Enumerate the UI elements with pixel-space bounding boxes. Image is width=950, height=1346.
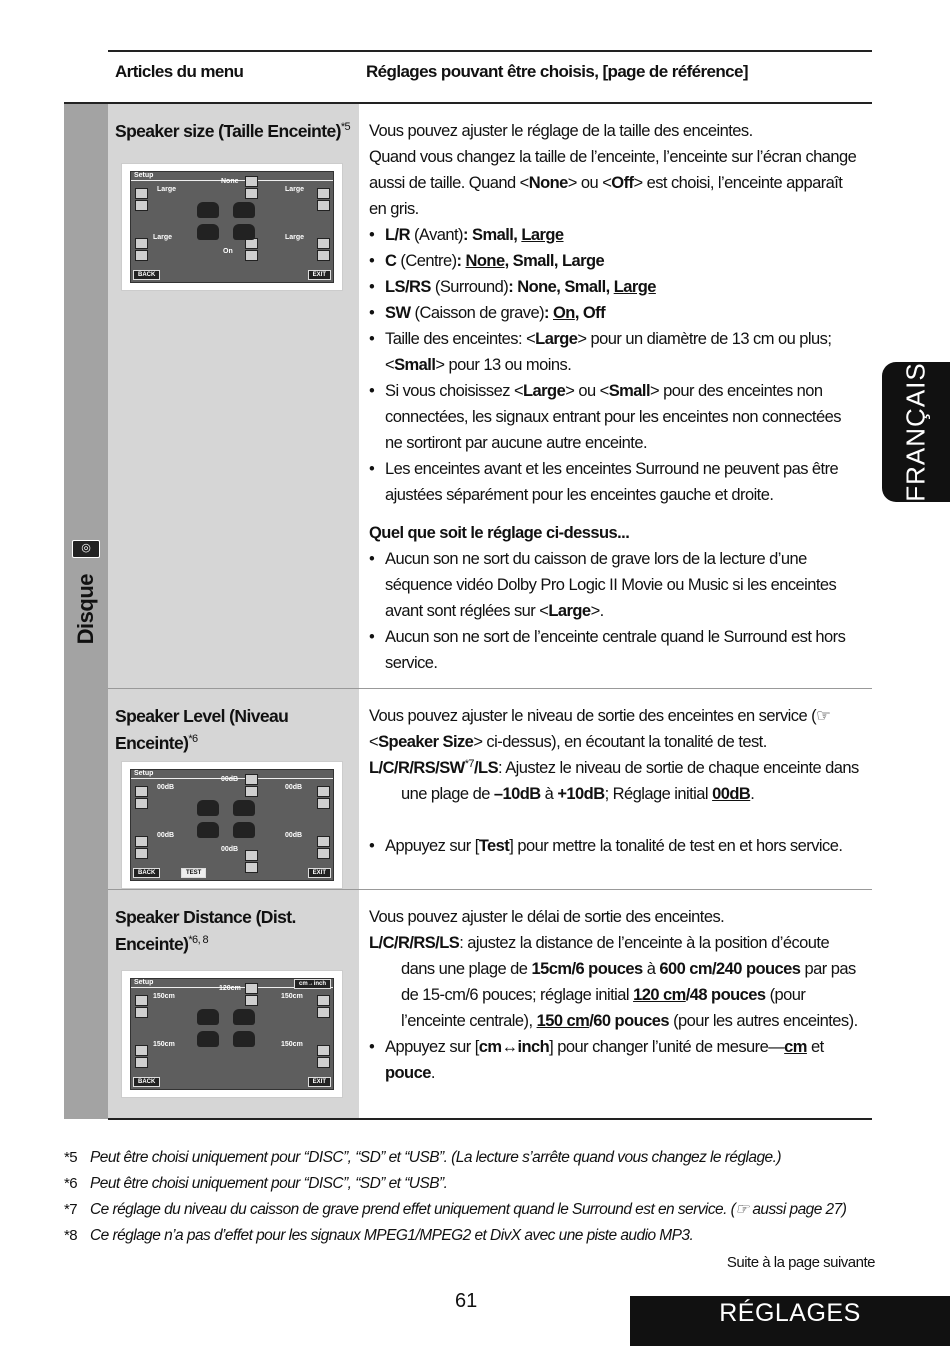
speaker-distance-settings: Vous pouvez ajuster le délai de sortie des enceintes. L/C/R/RS/LS: ajustez la distance de l’enceinte à la position d’écoute dans une plage de 15cm/6 pouces à 600 cm/240 pouces par pas de 15-cm/6 pouces; réglage initial 120 cm/48 pouces (pour l’enceinte centrale), 150 cm/60 pouces (pour les autres enceintes). • Appuyez sur [cm↔inch] pour changer l’unité de mesure—cm et pouce. [359,890,872,1120]
header-col1: Articles du menu [108,51,359,103]
footnote: *5 Peut être choisi uniquement pour “DISC”, “SD” et “USB”. (La lecture s’arrête quand vous changez le réglage.) [64,1149,781,1166]
footnotes [64,1145,884,1249]
disque-label: ◎ Disque [73,542,98,645]
disque-side-band [64,103,108,1119]
section-tab: RÉGLAGES [630,1296,950,1346]
item-title-speaker-distance: Speaker Distance (Dist. Enceinte)$^{*6, 8}$ [115,907,296,954]
page-number: 61 [455,1290,478,1312]
exit-button: EXIT [308,1077,331,1087]
table-row [64,890,872,1120]
footnote: *8 Ce réglage n’a pas d’effet pour les signaux MPEG1/MPEG2 et DivX avec une piste audio MP3. [64,1227,694,1244]
exit-button: EXIT [308,270,331,280]
speaker-level-screen: Setup 00dB 00dB 00dB 00dB 00dB 00dB BACK TEST EXIT [121,761,343,889]
footnote: *6 Peut être choisi uniquement pour “DISC”, “SD” et “USB”. [64,1175,448,1192]
test-button: TEST [181,868,206,878]
item-title-speaker-level: Speaker Level (Niveau Enceinte)$^{*6}$ [115,706,289,753]
continued-note: Suite à la page suivante [726,1254,875,1271]
unit-button: cm→inch [294,979,331,989]
speaker-size-screen: Setup Large None Large Large On Large BACK EXIT [121,163,343,291]
speaker-distance-screen: Setup cm→inch 150cm 120cm 150cm 150cm 150cm BACK EXIT [121,970,343,1098]
back-button: BACK [133,270,160,280]
settings-table [64,50,872,1120]
table-row [64,689,872,890]
back-button: BACK [133,1077,160,1087]
header-col2: Réglages pouvant être choisis, [page de référence] [359,51,872,103]
back-button: BACK [133,868,160,878]
disc-icon: ◎ [72,540,100,558]
item-title-speaker-size: Speaker size (Taille Enceinte)$^{*5}$ [115,121,351,141]
footnote: *7 Ce réglage du niveau du caisson de grave prend effet uniquement quand le Surround est en service. (☞ aussi page 27) [64,1201,847,1218]
language-tab: FRANÇAIS [882,362,950,502]
table-header [64,51,872,103]
table-row [64,103,872,689]
speaker-size-settings: Vous pouvez ajuster le réglage de la taille des enceintes. Quand vous changez la taille de l’enceinte, l’enceinte sur l’écran change aussi de taille. Quand <None> ou <Off> est choisi, l’enceinte apparaît en gris. • L/R (Avant): Small, Large • C (Centre): None, Small, Large • LS/RS (Surround): None, Small, Large • SW (Caisson de grave): On, Off • Taille des enceintes: <Large> pour un diamètre de 13 cm ou plus; <Small> pour 13 ou moins. • Si vous choisissez <Large> ou <Small> pour des enceintes non connectées, les signaux entrant pour les enceintes non connectées ne sortiront par aucune autre enceinte. • Les enceintes avant et les enceintes Surround ne peuvent pas être ajustées séparément pour les enceintes gauche et droite. Quel que soit le réglage ci-dessus... • Aucun son ne sort du caisson de grave lors de la lecture d’une séquence vidéo Dolby Pro Logic II Movie ou Music si les enceintes avant sont réglées sur <Large>. • Aucun son ne sort de l’enceinte centrale quand le Surround est hors service. [359,103,872,689]
exit-button: EXIT [308,868,331,878]
speaker-level-settings: Vous pouvez ajuster le niveau de sortie des enceintes en service (☞ <Speaker Size> ci-dessus), en écoutant la tonalité de test. L/C/R/RS/SW$^{*7}$/LS: Ajustez le niveau de sortie de chaque enceinte dans une plage de –10dB à +10dB; Réglage initial 00dB. • Appuyez sur [Test] pour mettre la tonalité de test en et hors service. [359,689,872,890]
